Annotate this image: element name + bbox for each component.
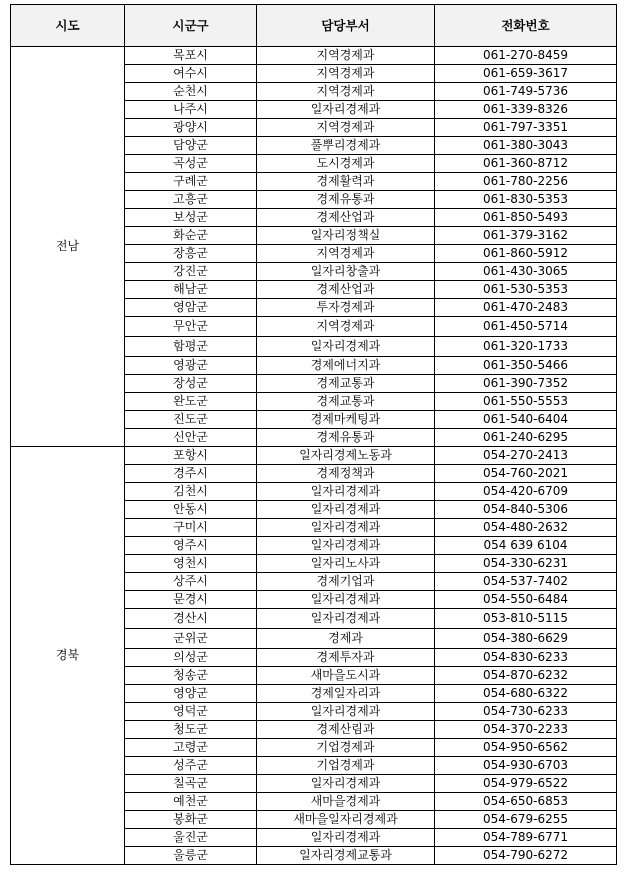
sigungu-cell: 청도군 xyxy=(125,721,257,739)
sigungu-cell: 구례군 xyxy=(125,173,257,191)
phone-cell: 054-789-6771 xyxy=(435,829,617,847)
sigungu-cell: 봉화군 xyxy=(125,811,257,829)
sigungu-cell: 영천시 xyxy=(125,555,257,573)
phone-cell: 061-860-5912 xyxy=(435,245,617,263)
sigungu-cell: 구미시 xyxy=(125,519,257,537)
phone-cell: 061-270-8459 xyxy=(435,47,617,65)
phone-cell: 061-850-5493 xyxy=(435,209,617,227)
department-cell: 지역경제과 xyxy=(257,317,435,337)
department-cell: 지역경제과 xyxy=(257,245,435,263)
sigungu-cell: 칠곡군 xyxy=(125,775,257,793)
phone-cell: 061-797-3351 xyxy=(435,119,617,137)
sigungu-cell: 안동시 xyxy=(125,501,257,519)
phone-cell: 061-830-5353 xyxy=(435,191,617,209)
sigungu-cell: 예천군 xyxy=(125,793,257,811)
phone-cell: 061-530-5353 xyxy=(435,281,617,299)
sigungu-cell: 해남군 xyxy=(125,281,257,299)
department-cell: 일자리정책실 xyxy=(257,227,435,245)
sigungu-cell: 문경시 xyxy=(125,591,257,609)
department-cell: 경제정책과 xyxy=(257,465,435,483)
sigungu-cell: 청송군 xyxy=(125,667,257,685)
department-cell: 경제마케팅과 xyxy=(257,411,435,429)
phone-cell: 061-430-3065 xyxy=(435,263,617,281)
department-cell: 기업경제과 xyxy=(257,739,435,757)
phone-cell: 061-379-3162 xyxy=(435,227,617,245)
department-cell: 일자리노사과 xyxy=(257,555,435,573)
phone-cell: 054-679-6255 xyxy=(435,811,617,829)
contact-table-container xyxy=(10,4,617,865)
region-cell: 전남 xyxy=(11,47,125,447)
sigungu-cell: 상주시 xyxy=(125,573,257,591)
sigungu-cell: 보성군 xyxy=(125,209,257,227)
phone-cell: 054-550-6484 xyxy=(435,591,617,609)
sigungu-cell: 목포시 xyxy=(125,47,257,65)
phone-cell: 061-360-8712 xyxy=(435,155,617,173)
header-row xyxy=(11,5,617,47)
sigungu-cell: 순천시 xyxy=(125,83,257,101)
sigungu-cell: 김천시 xyxy=(125,483,257,501)
phone-cell: 061-659-3617 xyxy=(435,65,617,83)
department-cell: 새마을도시과 xyxy=(257,667,435,685)
phone-cell: 054-420-6709 xyxy=(435,483,617,501)
sigungu-cell: 경주시 xyxy=(125,465,257,483)
department-cell: 경제기업과 xyxy=(257,573,435,591)
sigungu-cell: 진도군 xyxy=(125,411,257,429)
phone-cell: 054-480-2632 xyxy=(435,519,617,537)
phone-cell: 061-540-6404 xyxy=(435,411,617,429)
sigungu-cell: 성주군 xyxy=(125,757,257,775)
phone-cell: 061-350-5466 xyxy=(435,357,617,375)
sigungu-cell: 장흥군 xyxy=(125,245,257,263)
sigungu-cell: 곡성군 xyxy=(125,155,257,173)
sigungu-cell: 울진군 xyxy=(125,829,257,847)
phone-cell: 054-650-6853 xyxy=(435,793,617,811)
department-cell: 일자리경제과 xyxy=(257,703,435,721)
sigungu-cell: 영암군 xyxy=(125,299,257,317)
sigungu-cell: 광양시 xyxy=(125,119,257,137)
phone-cell: 061-380-3043 xyxy=(435,137,617,155)
sigungu-cell: 여수시 xyxy=(125,65,257,83)
department-cell: 경제일자리과 xyxy=(257,685,435,703)
sigungu-cell: 고흥군 xyxy=(125,191,257,209)
sigungu-cell: 영덕군 xyxy=(125,703,257,721)
phone-cell: 061-450-5714 xyxy=(435,317,617,337)
department-cell: 일자리경제과 xyxy=(257,519,435,537)
department-cell: 일자리경제과 xyxy=(257,609,435,629)
header-sigungu: 시군구 xyxy=(125,5,257,47)
header-department: 담당부서 xyxy=(257,5,435,47)
table-body xyxy=(11,47,617,865)
table-row xyxy=(11,447,617,465)
department-cell: 일자리창출과 xyxy=(257,263,435,281)
sigungu-cell: 영양군 xyxy=(125,685,257,703)
department-cell: 지역경제과 xyxy=(257,83,435,101)
contact-table xyxy=(10,4,617,865)
phone-cell: 054-840-5306 xyxy=(435,501,617,519)
phone-cell: 061-339-8326 xyxy=(435,101,617,119)
sigungu-cell: 함평군 xyxy=(125,337,257,357)
department-cell: 투자경제과 xyxy=(257,299,435,317)
sigungu-cell: 경산시 xyxy=(125,609,257,629)
phone-cell: 054-830-6233 xyxy=(435,649,617,667)
phone-cell: 061-780-2256 xyxy=(435,173,617,191)
department-cell: 경제에너지과 xyxy=(257,357,435,375)
department-cell: 경제교통과 xyxy=(257,393,435,411)
phone-cell: 054-870-6232 xyxy=(435,667,617,685)
phone-cell: 061-390-7352 xyxy=(435,375,617,393)
phone-cell: 054-537-7402 xyxy=(435,573,617,591)
sigungu-cell: 완도군 xyxy=(125,393,257,411)
phone-cell: 061-749-5736 xyxy=(435,83,617,101)
sigungu-cell: 울릉군 xyxy=(125,847,257,865)
phone-cell: 054-380-6629 xyxy=(435,629,617,649)
sigungu-cell: 신안군 xyxy=(125,429,257,447)
header-sido: 시도 xyxy=(11,5,125,47)
sigungu-cell: 포항시 xyxy=(125,447,257,465)
sigungu-cell: 군위군 xyxy=(125,629,257,649)
phone-cell: 054-680-6322 xyxy=(435,685,617,703)
sigungu-cell: 무안군 xyxy=(125,317,257,337)
department-cell: 경제유통과 xyxy=(257,429,435,447)
department-cell: 일자리경제과 xyxy=(257,337,435,357)
department-cell: 경제활력과 xyxy=(257,173,435,191)
department-cell: 새마을일자리경제과 xyxy=(257,811,435,829)
department-cell: 기업경제과 xyxy=(257,757,435,775)
header-phone: 전화번호 xyxy=(435,5,617,47)
phone-cell: 054 639 6104 xyxy=(435,537,617,555)
sigungu-cell: 영주시 xyxy=(125,537,257,555)
department-cell: 경제과 xyxy=(257,629,435,649)
sigungu-cell: 강진군 xyxy=(125,263,257,281)
department-cell: 경제투자과 xyxy=(257,649,435,667)
phone-cell: 061-470-2483 xyxy=(435,299,617,317)
phone-cell: 054-760-2021 xyxy=(435,465,617,483)
phone-cell: 061-550-5553 xyxy=(435,393,617,411)
department-cell: 지역경제과 xyxy=(257,65,435,83)
department-cell: 일자리경제과 xyxy=(257,775,435,793)
department-cell: 경제산업과 xyxy=(257,281,435,299)
sigungu-cell: 의성군 xyxy=(125,649,257,667)
phone-cell: 054-330-6231 xyxy=(435,555,617,573)
department-cell: 경제교통과 xyxy=(257,375,435,393)
department-cell: 일자리경제과 xyxy=(257,101,435,119)
department-cell: 경제산림과 xyxy=(257,721,435,739)
sigungu-cell: 고령군 xyxy=(125,739,257,757)
phone-cell: 061-320-1733 xyxy=(435,337,617,357)
department-cell: 일자리경제노동과 xyxy=(257,447,435,465)
phone-cell: 054-979-6522 xyxy=(435,775,617,793)
sigungu-cell: 담양군 xyxy=(125,137,257,155)
phone-cell: 054-790-6272 xyxy=(435,847,617,865)
phone-cell: 053-810-5115 xyxy=(435,609,617,629)
table-row xyxy=(11,47,617,65)
department-cell: 일자리경제과 xyxy=(257,591,435,609)
sigungu-cell: 나주시 xyxy=(125,101,257,119)
region-cell: 경북 xyxy=(11,447,125,865)
phone-cell: 054-930-6703 xyxy=(435,757,617,775)
department-cell: 지역경제과 xyxy=(257,47,435,65)
phone-cell: 061-240-6295 xyxy=(435,429,617,447)
phone-cell: 054-730-6233 xyxy=(435,703,617,721)
sigungu-cell: 화순군 xyxy=(125,227,257,245)
department-cell: 일자리경제과 xyxy=(257,829,435,847)
phone-cell: 054-270-2413 xyxy=(435,447,617,465)
department-cell: 경제산업과 xyxy=(257,209,435,227)
department-cell: 도시경제과 xyxy=(257,155,435,173)
sigungu-cell: 장성군 xyxy=(125,375,257,393)
sigungu-cell: 영광군 xyxy=(125,357,257,375)
department-cell: 일자리경제과 xyxy=(257,537,435,555)
department-cell: 새마을경제과 xyxy=(257,793,435,811)
phone-cell: 054-370-2233 xyxy=(435,721,617,739)
phone-cell: 054-950-6562 xyxy=(435,739,617,757)
department-cell: 일자리경제과 xyxy=(257,501,435,519)
department-cell: 일자리경제교통과 xyxy=(257,847,435,865)
department-cell: 일자리경제과 xyxy=(257,483,435,501)
department-cell: 지역경제과 xyxy=(257,119,435,137)
department-cell: 경제유통과 xyxy=(257,191,435,209)
department-cell: 풀뿌리경제과 xyxy=(257,137,435,155)
